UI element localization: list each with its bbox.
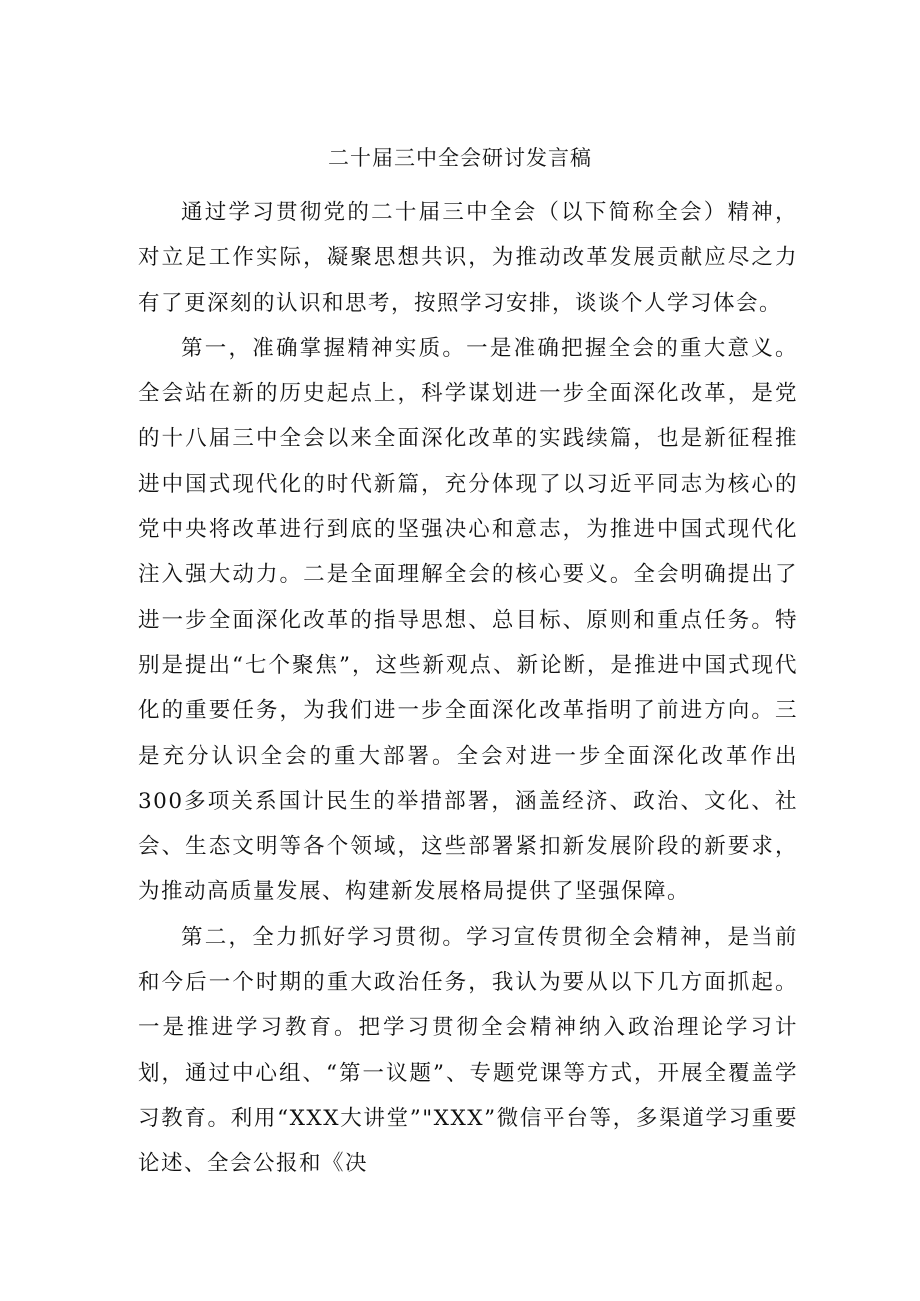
paragraph-first-point: 第一，准确掌握精神实质。一是准确把握全会的重大意义。全会站在新的历史起点上，科学谋划进一步全面深化改革，是党的十八届三中全会以来全面深化改革的实践续篇，也是新征程推进中国式现代化的时代新篇，充分体现了以习近平同志为核心的党中央将改革进行到底的坚强决心和意志，为推进中国式现代化注入强大动力。二是全面理解全会的核心要义。全会明确提出了进一步全面深化改革的指导思想、总目标、原则和重点任务。特别是提出“七个聚焦”，这些新观点、新论断，是推进中国式现代化的重要任务，为我们进一步全面深化改革指明了前进方向。三是充分认识全会的重大部署。全会对进一步全面深化改革作出300多项关系国计民生的举措部署，涵盖经济、政治、文化、社会、生态文明等各个领域，这些部署紧扣新发展阶段的新要求，为推动高质量发展、构建新发展格局提供了坚强保障。 bbox=[138, 335, 798, 905]
document-body bbox=[138, 190, 798, 1187]
paragraph-intro: 通过学习贯彻党的二十届三中全会（以下简称全会）精神，对立足工作实际，凝聚思想共识，为推动改革发展贡献应尽之力有了更深刻的认识和思考，按照学习安排，谈谈个人学习体会。 bbox=[138, 200, 798, 316]
paragraph-second-point: 第二，全力抓好学习贯彻。学习宣传贯彻全会精神，是当前和今后一个时期的重大政治任务，我认为要从以下几方面抓起。一是推进学习教育。把学习贯彻全会精神纳入政治理论学习计划，通过中心组、“第一议题”、专题党课等方式，开展全覆盖学习教育。利用“XXX大讲堂”"XXX”微信平台等，多渠道学习重要论述、全会公报和《决 bbox=[138, 924, 798, 1177]
document-title: 二十届三中全会研讨发言稿 bbox=[328, 146, 592, 170]
